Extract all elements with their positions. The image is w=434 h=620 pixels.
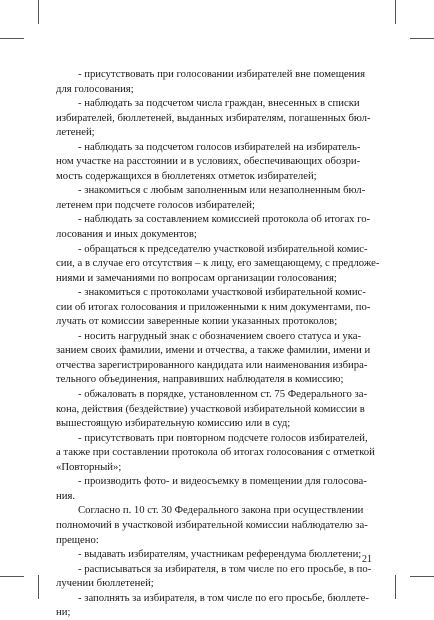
- text-line: - наблюдать за составлением комиссией протокола об итогах го-: [78, 213, 371, 226]
- text-line: - обжаловать в порядке, установленном ст. 75 Федерального за-: [78, 388, 368, 401]
- page-number: 21: [362, 554, 372, 565]
- text-line: для голосования;: [56, 82, 134, 95]
- text-line: - выдавать избирателям, участникам референдума бюллетени;: [78, 548, 362, 561]
- body-text: [56, 67, 380, 620]
- text-line: ния.: [56, 489, 76, 502]
- text-line: - наблюдать за подсчетом числа граждан, внесенных в списки: [78, 97, 360, 110]
- text-line: - носить нагрудный знак с обозначением своего статуса и ука-: [78, 329, 362, 342]
- text-line: вышестоящую избирательную комиссию или в суд;: [56, 417, 291, 430]
- crop-mark-bottom-right: [395, 575, 396, 599]
- text-line: Согласно п. 10 ст. 30 Федерального закона при осуществлении: [78, 504, 364, 517]
- text-line: мость содержащихся в бюллетенях отметок избирателей;: [56, 169, 317, 182]
- text-line: отчества зарегистрированного кандидата или наименования избира-: [56, 358, 368, 371]
- crop-mark-right-top: [410, 38, 434, 39]
- crop-mark-left-bottom: [0, 576, 24, 577]
- crop-mark-left-top: [0, 38, 24, 39]
- text-line: лучении бюллетеней;: [56, 577, 154, 590]
- text-line: избирателей, бюллетеней, выданных избирателям, погашенных бюл-: [56, 111, 371, 124]
- crop-mark-top-left: [38, 0, 39, 24]
- crop-mark-top-right: [395, 0, 396, 24]
- text-line: занием своих фамилии, имени и отчества, а также фамилии, имени и: [56, 344, 371, 357]
- text-line: а также при составлении протокола об итогах голосования с отметкой: [56, 446, 375, 459]
- text-line: лучать от комиссии заверенные копии указанных протоколов;: [56, 315, 338, 328]
- text-line: «Повторный»;: [56, 460, 122, 473]
- crop-mark-right-bottom: [410, 576, 434, 577]
- text-line: летеней;: [56, 126, 95, 139]
- text-line: ниями и замечаниями по вопросам организации голосования;: [56, 271, 337, 284]
- text-line: сии, а в случае его отсутствия – к лицу, его замещающему, с предложе-: [56, 257, 380, 270]
- text-line: - наблюдать за подсчетом голосов избирателей на избиратель-: [78, 140, 361, 153]
- text-line: сии об итогах голосования и приложенными к ним документами, по-: [56, 300, 371, 313]
- crop-mark-bottom-left: [38, 575, 39, 599]
- text-line: полномочий в участковой избирательной комиссии наблюдателю за-: [56, 518, 368, 531]
- text-line: кона, действия (бездействие) участковой избирательной комиссии в: [56, 402, 365, 415]
- text-line: - присутствовать при повторном подсчете голосов избирателей,: [78, 431, 368, 444]
- text-line: - присутствовать при голосовании избирателей вне помещения: [78, 68, 366, 80]
- text-line: - производить фото- и видеосъемку в помещении для голосова-: [78, 475, 367, 488]
- text-line: прещено:: [56, 533, 99, 546]
- text-line: - знакомиться с любым заполненным или незаполненным бюл-: [78, 184, 366, 197]
- text-line: тельного объединения, направивших наблюдателя в комиссию;: [56, 373, 344, 386]
- text-line: ном участке на расстоянии и в условиях, обеспечивающих обозри-: [56, 155, 361, 168]
- text-line: лосования и иных документов;: [56, 228, 197, 241]
- text-line: ни;: [56, 606, 71, 619]
- text-line: - расписываться за избирателя, в том числе по его просьбе, в по-: [78, 562, 372, 575]
- text-line: летенем при подсчете голосов избирателей;: [56, 198, 255, 211]
- text-line: - знакомиться с протоколами участковой избирательной комис-: [78, 286, 366, 299]
- text-line: - обращаться к председателю участковой избирательной комис-: [78, 242, 368, 255]
- text-line: - заполнять за избирателя, в том числе по его просьбе, бюллете-: [78, 591, 369, 604]
